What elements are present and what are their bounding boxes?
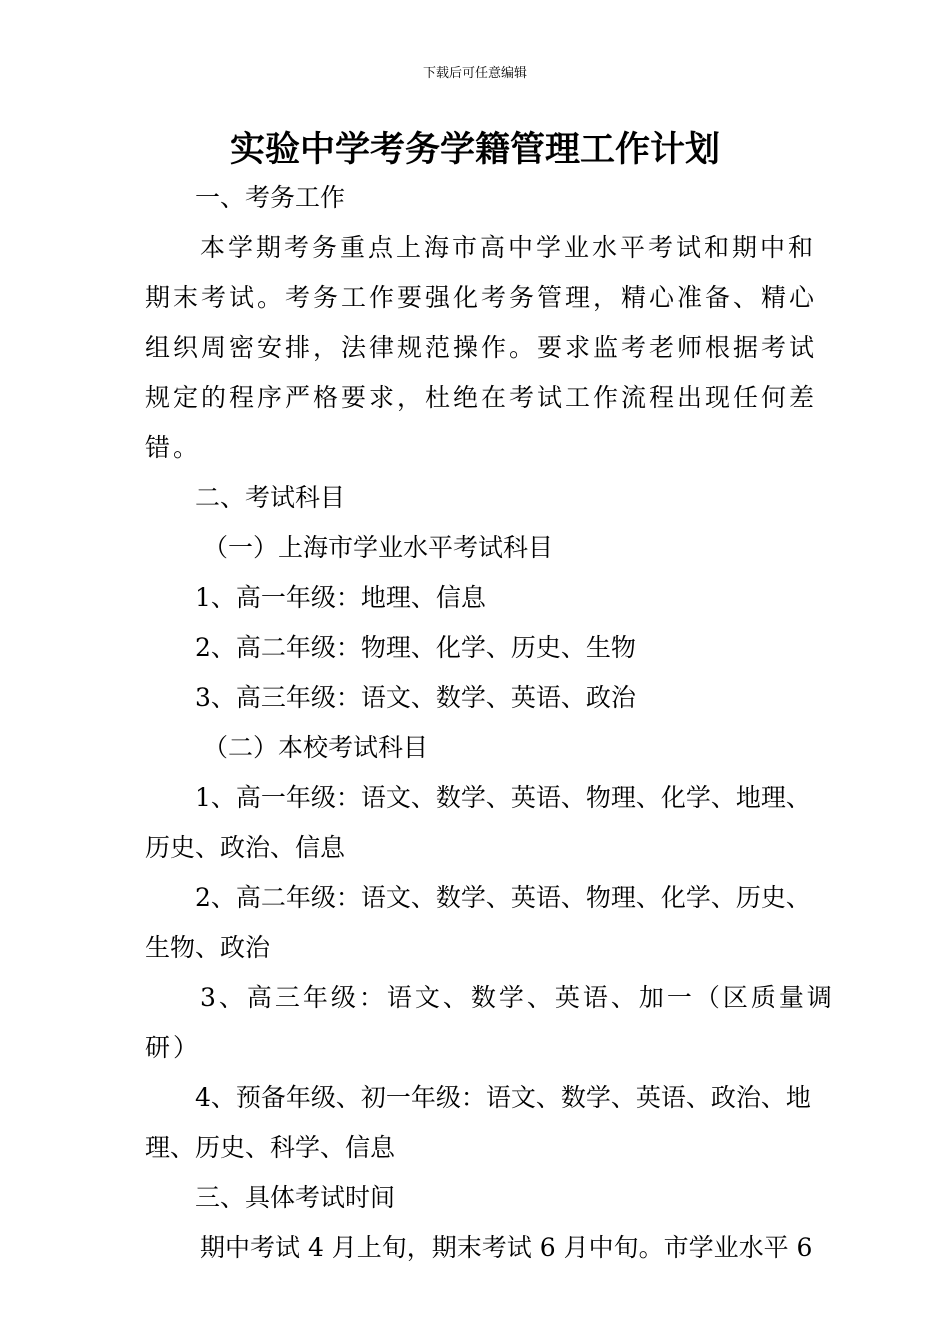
paragraph-exam-affairs: 本学期考务重点上海市高中学业水平考试和期中和期末考试。考务工作要强化考务管理，精心准备、精心组织周密安排，法律规范操作。要求监考老师根据考试规定的程序严格要求，杜绝在考试工作流程出现任何差错。: [145, 233, 818, 462]
list-item-junior-school: 4、预备年级、初一年级：语文、数学、英语、政治、地理、历史、科学、信息: [145, 1083, 811, 1162]
subheading-school-exam: （二）本校考试科目: [203, 733, 429, 762]
document-body: [145, 173, 835, 1273]
section-heading-exam-subjects: 二、考试科目: [195, 483, 346, 512]
list-item-grade10-school: 1、高一年级：语文、数学、英语、物理、化学、地理、历史、政治、信息: [145, 783, 811, 862]
subheading-shanghai-exam: （一）上海市学业水平考试科目: [203, 533, 554, 562]
list-item-grade11-shanghai: 2、高二年级：物理、化学、历史、生物: [195, 633, 636, 662]
list-item-grade12-school: 3、高三年级：语文、数学、英语、加一（区质量调研）: [145, 983, 835, 1062]
section-heading-exam-affairs: 一、考务工作: [195, 183, 346, 212]
list-item-grade10-shanghai: 1、高一年级：地理、信息: [195, 583, 486, 612]
list-item-grade11-school: 2、高二年级：语文、数学、英语、物理、化学、历史、生物、政治: [145, 883, 811, 962]
paragraph-exam-time: 期中考试 4 月上旬，期末考试 6 月中旬。市学业水平 6: [200, 1233, 813, 1262]
list-item-grade12-shanghai: 3、高三年级：语文、数学、英语、政治: [195, 683, 636, 712]
page-header-note: 下载后可任意编辑: [422, 66, 527, 81]
document-title: 实验中学考务学籍管理工作计划: [229, 130, 720, 170]
section-heading-exam-time: 三、具体考试时间: [195, 1183, 396, 1212]
